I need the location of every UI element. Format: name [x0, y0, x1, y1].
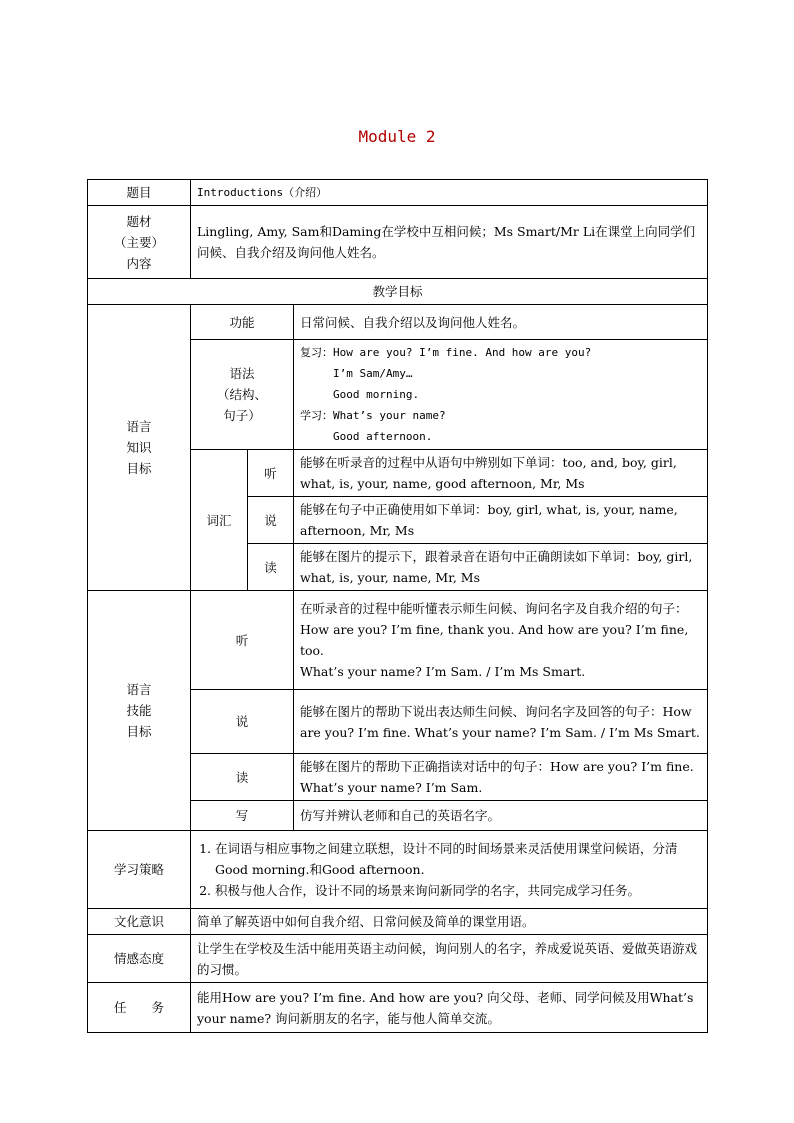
task-value: 能用How are you? I’m fine. And how are you? 向父母、老师、同学问候及用What’s your name? 询问新朋友的名字，能与他人简单交流。	[191, 983, 708, 1033]
vocab-label: 词汇	[191, 450, 248, 591]
task-label: 任 务	[88, 983, 191, 1033]
grammar-label: 语法 （结构、 句子）	[191, 340, 294, 450]
topic-label: 题目	[88, 180, 191, 206]
vocab-speak-label: 说	[248, 497, 294, 544]
culture-value: 简单了解英语中如何自我介绍、日常问候及简单的课堂用语。	[191, 909, 708, 935]
function-label: 功能	[191, 305, 294, 340]
strategy-value	[191, 831, 708, 909]
grammar-value: 复习：How are you? I’m fine. And how are you? I’m Sam/Amy… Good morning. 学习：What’s your name? Good afternoon.	[294, 340, 708, 450]
attitude-value: 让学生在学校及生活中能用英语主动问候，询问别人的名字，养成爱说英语、爱做英语游戏的习惯。	[191, 935, 708, 983]
skills-read-label: 读	[191, 754, 294, 801]
topic-value: Introductions（介绍）	[191, 180, 708, 206]
skills-listen-value: 在听录音的过程中能听懂表示师生问候、询问名字及自我介绍的句子：How are you? I’m fine, thank you. And how are you? I’m fine, too. What’s your name? I’m Sam. / I’m Ms Smart.	[294, 591, 708, 690]
strategy-item: 1. 在词语与相应事物之间建立联想，设计不同的时间场景来灵活使用课堂问候语，分清Good morning.和Good afternoon.	[215, 838, 701, 880]
vocab-read-value: 能够在图片的提示下，跟着录音在语句中正确朗读如下单词：boy, girl, what, is, your, name, Mr, Ms	[294, 544, 708, 591]
material-value: Lingling, Amy, Sam和Daming在学校中互相问候；Ms Smart/Mr Li在课堂上向同学们问候、自我介绍及询问他人姓名。	[191, 206, 708, 279]
vocab-listen-label: 听	[248, 450, 294, 497]
objectives-header: 教学目标	[88, 279, 708, 305]
lang-knowledge-label: 语言 知识 目标	[88, 305, 191, 591]
skills-write-label: 写	[191, 801, 294, 831]
skills-listen-label: 听	[191, 591, 294, 690]
vocab-speak-value: 能够在句子中正确使用如下单词：boy, girl, what, is, your, name, afternoon, Mr, Ms	[294, 497, 708, 544]
strategy-label: 学习策略	[88, 831, 191, 909]
attitude-label: 情感态度	[88, 935, 191, 983]
strategy-item: 2. 积极与他人合作，设计不同的场景来询问新同学的名字，共同完成学习任务。	[215, 880, 701, 901]
vocab-listen-value: 能够在听录音的过程中从语句中辨别如下单词：too, and, boy, girl, what, is, your, name, good afternoon, Mr, Ms	[294, 450, 708, 497]
material-label: 题材 （主要） 内容	[88, 206, 191, 279]
skills-speak-label: 说	[191, 690, 294, 754]
skills-speak-value: 能够在图片的帮助下说出表达师生问候、询问名字及回答的句子：How are you? I’m fine. What’s your name? I’m Sam. / I’m Ms Smart.	[294, 690, 708, 754]
skills-write-value: 仿写并辨认老师和自己的英语名字。	[294, 801, 708, 831]
strategy-list	[197, 838, 701, 901]
vocab-read-label: 读	[248, 544, 294, 591]
culture-label: 文化意识	[88, 909, 191, 935]
skills-read-value: 能够在图片的帮助下正确指读对话中的句子：How are you? I’m fine. What’s your name? I’m Sam.	[294, 754, 708, 801]
lesson-plan-table	[87, 179, 708, 1033]
lang-skills-label: 语言 技能 目标	[88, 591, 191, 831]
function-value: 日常问候、自我介绍以及询问他人姓名。	[294, 305, 708, 340]
document-title: Module 2	[358, 127, 436, 146]
